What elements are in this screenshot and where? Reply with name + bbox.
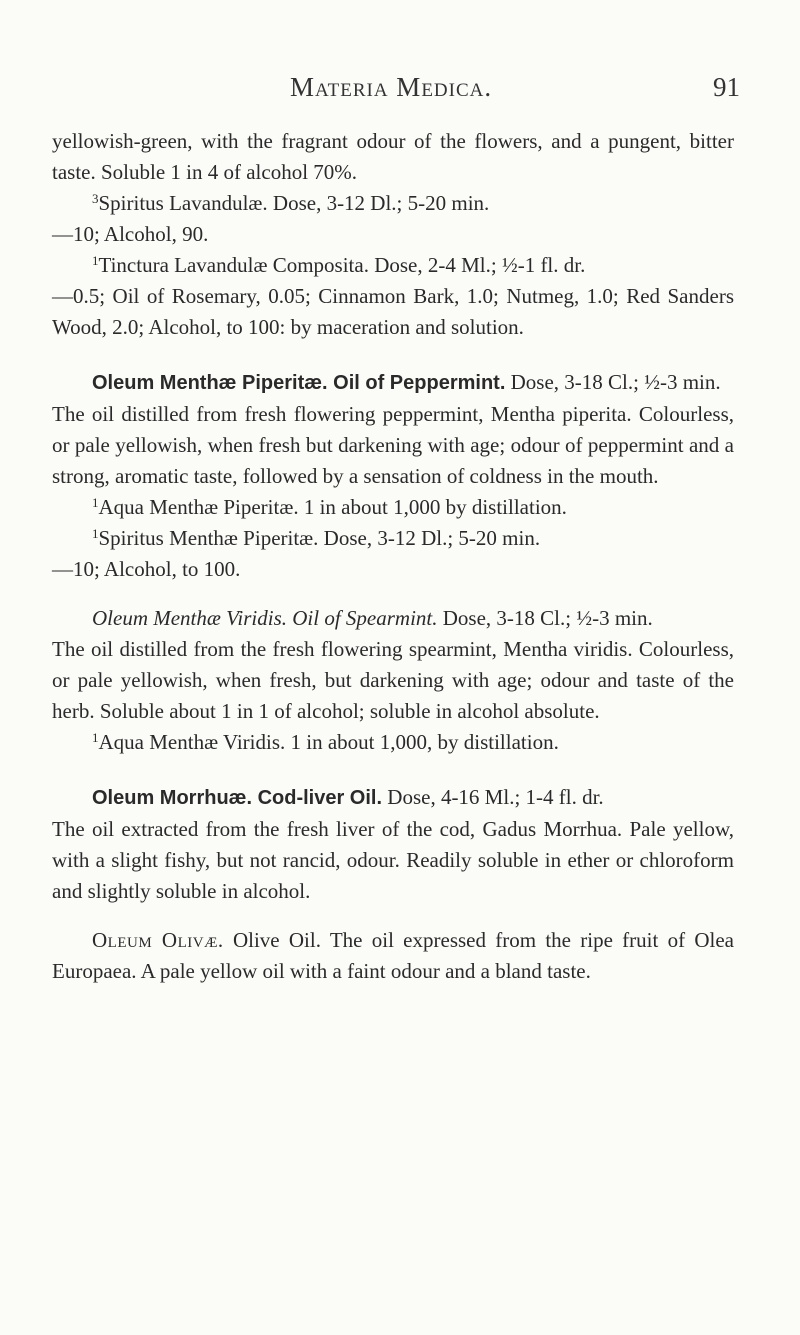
entry-title: Oleum Olivæ.	[92, 928, 224, 952]
entry-description: Olive Oil. The oil expressed from the ripe fruit of Olea Europaea. A pale yellow oil with a faint odour and a bland taste.	[52, 928, 734, 983]
entry-description: The oil distilled from the fresh flowering spearmint, Mentha viridis. Colourless, or pale yellowish, when fresh, but darkening with age; odour and taste of the herb. Soluble about 1 in 1 of alcohol; soluble in alcohol absolute.	[52, 637, 734, 723]
entry-oleum-olivae	[52, 925, 734, 987]
entry-title: Oleum Menthæ Piperitæ. Oil of Peppermint.	[92, 372, 506, 394]
entry-dose: Dose, 3-18 Cl.; ½-3 min.	[437, 606, 653, 630]
preparation-formula: —10; Alcohol, to 100.	[52, 557, 241, 581]
entry-title: Oleum Menthæ Viridis. Oil of Spearmint.	[92, 606, 438, 630]
preparation-text: Spiritus Menthæ Piperitæ. Dose, 3-12 Dl.; 5-20 min.	[98, 526, 541, 550]
footnote-marker: 1	[92, 253, 99, 268]
paragraph-lavender-continued: yellowish-green, with the fragrant odour of the flowers, and a pungent, bitter taste. Soluble 1 in 4 of alcohol 70%.	[52, 129, 734, 184]
page-header	[290, 72, 740, 112]
running-head: Materia Medica.	[290, 72, 493, 102]
preparation-text: Tinctura Lavandulæ Composita. Dose, 2-4 Ml.; ½-1 fl. dr.	[98, 253, 586, 277]
preparation-aqua-menthae-viridis	[52, 727, 734, 758]
preparation-tinctura-lavandulae	[52, 250, 734, 281]
page-body	[52, 126, 734, 987]
footnote-marker: 3	[92, 191, 99, 206]
entry-title: Oleum Morrhuæ. Cod-liver Oil.	[92, 787, 383, 809]
preparation-formula: —0.5; Oil of Rosemary, 0.05; Cinnamon Bark, 1.0; Nutmeg, 1.0; Red Sanders Wood, 2.0; Alcohol, to 100: by maceration and solution.	[52, 284, 734, 339]
entry-dose: Dose, 3-18 Cl.; ½-3 min.	[505, 370, 721, 394]
preparation-text: Spiritus Lavandulæ. Dose, 3-12 Dl.; 5-20 min.	[98, 191, 490, 215]
preparation-text: Aqua Menthæ Viridis. 1 in about 1,000, by distillation.	[98, 730, 559, 754]
entry-description: The oil distilled from fresh flowering peppermint, Mentha piperita. Colourless, or pale yellowish, when fresh but darkening with age; odour of peppermint and a strong, aromatic taste, followed by a sensation of coldness in the mouth.	[52, 402, 734, 488]
preparation-formula: —10; Alcohol, 90.	[52, 222, 209, 246]
entry-dose: Dose, 4-16 Ml.; 1-4 fl. dr.	[382, 785, 604, 809]
page-number: 91	[713, 72, 740, 102]
footnote-marker: 1	[92, 495, 99, 510]
entry-oleum-menthae-piperitae	[52, 367, 734, 399]
footnote-marker: 1	[92, 526, 99, 541]
preparation-spiritus-menthae-piperitae	[52, 523, 734, 554]
entry-description: The oil extracted from the fresh liver of the cod, Gadus Morrhua. Pale yellow, with a slight fishy, but not rancid, odour. Readily soluble in ether or chloroform and slightly soluble in alcohol.	[52, 817, 734, 903]
entry-oleum-morrhuae	[52, 782, 734, 814]
entry-oleum-menthae-viridis	[52, 603, 734, 634]
preparation-spiritus-lavandulae	[52, 188, 734, 219]
footnote-marker: 1	[92, 730, 99, 745]
preparation-text: Aqua Menthæ Piperitæ. 1 in about 1,000 by distillation.	[98, 495, 567, 519]
preparation-aqua-menthae-piperitae	[52, 492, 734, 523]
